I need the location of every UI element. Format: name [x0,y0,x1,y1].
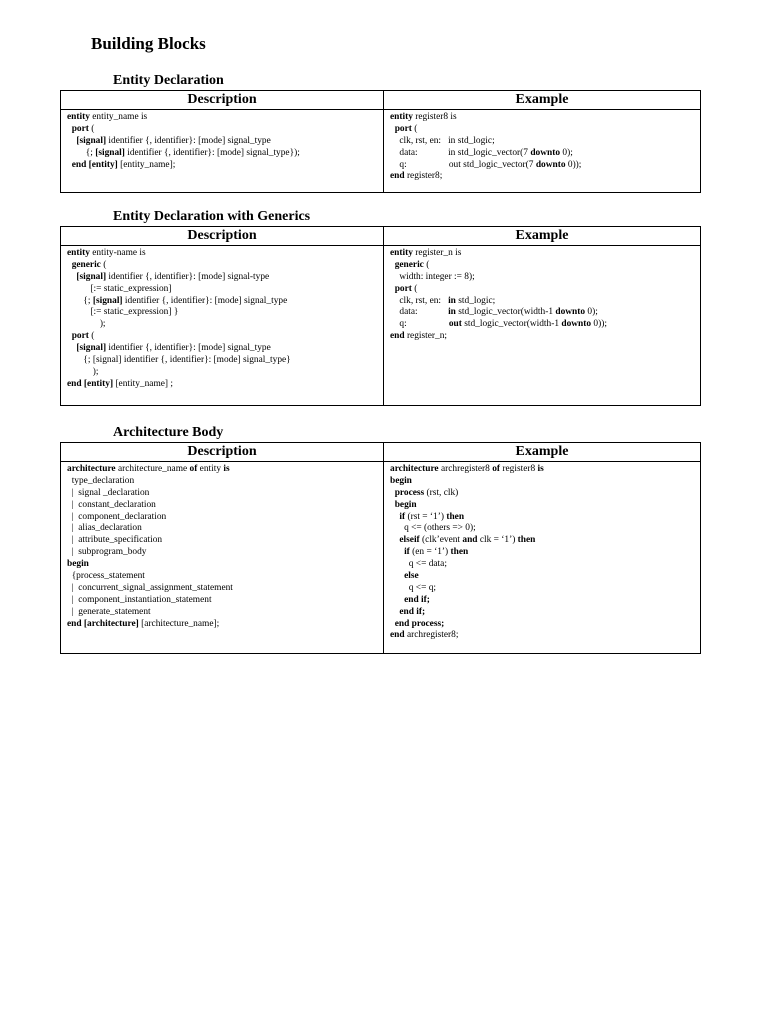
code-line [390,248,694,260]
keyword-text: end [entity] [71,159,118,170]
code-line [67,284,377,296]
keyword-text: else [404,571,419,582]
code-text: identifier {, identifier}: [mode] signal-type [106,271,270,282]
keyword-text: end [entity] [67,378,114,389]
keyword-text: end [390,331,405,342]
code-line [67,124,377,136]
code-line [390,331,694,343]
code-text: 0)); [565,159,582,170]
keyword-text: out [448,319,462,330]
code-line [67,355,377,367]
code-line [390,535,694,547]
entity-generics-table [60,226,701,406]
code-text: ( [88,331,95,342]
code-line [67,148,377,160]
keyword-text: end if; [399,606,426,617]
keyword-text: generic [71,259,101,270]
code-text: archregister8; [404,630,459,641]
keyword-text: of [492,464,501,474]
code-line [67,595,377,607]
code-text: entity [197,464,224,474]
code-line [67,607,377,619]
code-text: | generate_statement [67,606,151,617]
code-text: | concurrent_signal_assignment_statement [67,582,233,593]
code-line [67,367,377,379]
code-line [67,296,377,308]
code-text: 0); [585,307,598,318]
code-text: | constant_declaration [67,499,156,510]
keyword-text: end [390,171,405,182]
keyword-text: [signal] [92,295,123,306]
code-text: clk = ‘1’) [477,535,518,546]
description-cell [61,462,384,654]
code-line [67,307,377,319]
keyword-text: is [223,464,230,474]
code-text: ); [67,366,99,377]
code-line [390,260,694,272]
keyword-text: in [448,295,456,306]
keyword-text: architecture [67,464,116,474]
keyword-text: entity [390,112,413,122]
code-line [67,331,377,343]
keyword-text: then [450,547,469,558]
keyword-text: end [390,630,405,641]
keyword-text: architecture [390,464,439,474]
keyword-text: and [462,535,478,546]
keyword-text: process [394,487,425,498]
description-cell [61,246,384,406]
keyword-text: begin [394,499,417,510]
keyword-text: downto [561,319,592,330]
code-text: identifier {, identifier}: [mode] signal_type [106,343,271,354]
example-header: Example [384,443,701,462]
code-text: entity-name is [89,248,146,258]
page-title: Building Blocks [91,34,206,53]
code-line [390,160,694,172]
keyword-text: then [446,511,465,522]
code-line [390,559,694,571]
example-header: Example [384,227,701,246]
code-text: {; [67,147,96,158]
entity-declaration-table [60,90,701,193]
code-text: std_logic; [455,295,496,306]
keyword-text: port [71,331,89,342]
code-text: identifier {, identifier}: [mode] signal_type}); [124,147,300,158]
code-line [390,272,694,284]
code-text [390,571,404,581]
example-cell [384,246,701,406]
code-line [390,319,694,331]
code-text: | component_declaration [67,511,167,522]
description-header: Description [61,443,384,462]
code-text: clk, rst, en: in std_logic; [390,135,495,146]
code-text: [entity_name]; [117,159,176,170]
code-text: ( [423,259,430,270]
keyword-text: in [448,307,456,318]
keyword-text: [signal] [76,271,107,282]
code-text: register_n; [404,331,448,342]
code-text: q: [390,319,449,330]
code-text: register8; [404,171,443,182]
code-text: {process_statement [67,571,145,582]
table-row [61,462,701,654]
code-text: archregister8 [438,464,493,474]
code-line [390,488,694,500]
code-text [67,136,76,146]
code-line [67,488,377,500]
table-row [61,110,701,193]
code-text: (clk’event [419,535,463,546]
code-line [390,523,694,535]
code-line [390,630,694,642]
keyword-text: begin [390,475,412,486]
description-cell [61,110,384,193]
code-text: data: in std_logic_vector(7 [390,147,531,158]
keyword-text: is [537,464,544,474]
keyword-text: downto [530,147,561,158]
keyword-text: port [71,123,89,134]
code-line [390,476,694,488]
code-line [390,512,694,524]
code-line [67,379,377,391]
code-text: (en = ‘1’) [409,547,451,558]
code-line [390,464,694,476]
keyword-text: entity [390,248,413,258]
keyword-text: port [394,123,412,134]
keyword-text: then [517,535,536,546]
description-header: Description [61,227,384,246]
keyword-text: [signal] [95,147,125,158]
code-text: | alias_declaration [67,523,142,534]
keyword-text: end if; [404,594,430,605]
code-line [67,343,377,355]
code-text: q: out std_logic_vector(7 [390,159,536,170]
code-text [390,607,399,617]
code-text [390,595,404,605]
keyword-text: [signal] [76,343,107,354]
code-text: 0)); [591,319,607,330]
code-text: std_logic_vector(width-1 [455,307,556,318]
code-text: [architecture_name]; [138,618,220,629]
code-line [67,619,377,631]
code-text [390,547,404,557]
section-title-entity-declaration: Entity Declaration [113,73,224,88]
code-line [67,319,377,331]
keyword-text: [signal] [76,135,107,146]
code-text: | attribute_specification [67,535,163,546]
code-text: [:= static_expression] } [67,307,179,318]
code-text: register_n is [412,248,462,258]
code-text: q <= q; [390,582,436,593]
code-text: data: [390,307,449,318]
code-text: {; [signal] identifier {, identifier}: [mode] signal_type} [67,355,291,366]
section-title-entity-declaration-with-generics: Entity Declaration with Generics [113,209,311,224]
code-line [67,583,377,595]
code-text: width: integer := 8); [390,271,475,282]
code-text: | subprogram_body [67,547,147,558]
code-text: {; [67,295,93,306]
code-line [390,296,694,308]
code-text: ( [411,283,418,294]
code-line [67,136,377,148]
code-line [67,571,377,583]
code-text: ( [411,123,418,134]
section-title-architecture-body: Architecture Body [113,425,224,440]
keyword-text: port [394,283,412,294]
keyword-text: if [399,511,406,522]
example-header: Example [384,91,701,110]
code-text: | component_instantiation_statement [67,594,212,605]
code-line [390,547,694,559]
code-text [67,272,76,282]
code-text: register8 is [412,112,457,122]
code-text: 0); [560,147,573,158]
code-line [390,571,694,583]
keyword-text: downto [555,307,586,318]
code-text: entity_name is [89,112,148,122]
code-text: ( [88,123,95,134]
code-text [390,512,399,522]
code-text: (rst = ‘1’) [405,511,447,522]
code-text: identifier {, identifier}: [mode] signal_type [106,135,271,146]
keyword-text: end [architecture] [67,618,139,629]
code-text: ( [100,259,107,270]
keyword-text: of [189,464,198,474]
code-line [67,112,377,124]
code-line [67,500,377,512]
code-line [67,535,377,547]
code-text: identifier {, identifier}: [mode] signal_type [122,295,288,306]
example-cell [384,462,701,654]
keyword-text: elseif [399,535,420,546]
code-line [67,248,377,260]
code-line [390,307,694,319]
code-text: ); [67,319,106,330]
description-header: Description [61,91,384,110]
code-line [67,272,377,284]
keyword-text: entity [67,112,90,122]
code-text: std_logic_vector(width-1 [461,319,562,330]
code-line [390,136,694,148]
keyword-text: if [404,547,410,558]
code-line [67,260,377,272]
table-row [61,246,701,406]
code-text: [entity_name] ; [113,378,173,389]
code-text [390,535,399,545]
code-line [390,171,694,183]
code-line [390,583,694,595]
keyword-text: generic [394,259,424,270]
code-line [67,464,377,476]
code-line [67,476,377,488]
code-line [390,112,694,124]
code-text: architecture_name [115,464,190,474]
code-text: q <= (others => 0); [390,523,476,534]
code-text: (rst, clk) [424,487,459,498]
keyword-text: entity [67,248,90,258]
table-header-row [61,227,701,246]
architecture-body-table [60,442,701,654]
code-line [67,523,377,535]
code-text: clk, rst, en: [390,295,449,306]
code-text: | signal _declaration [67,487,150,498]
code-line [67,559,377,571]
code-text: [:= static_expression] [67,283,172,294]
keyword-text: begin [67,559,89,570]
code-text: type_declaration [67,475,135,486]
code-text [67,343,76,353]
code-line [67,547,377,559]
code-line [67,512,377,524]
table-header-row [61,443,701,462]
example-cell [384,110,701,193]
code-line [390,284,694,296]
code-text: q <= data; [390,559,447,570]
code-text: register8 [500,464,538,474]
code-line [390,607,694,619]
keyword-text: end process; [394,618,445,629]
keyword-text: downto [535,159,566,170]
code-line [390,619,694,631]
code-line [390,148,694,160]
code-line [390,124,694,136]
code-line [390,595,694,607]
code-line [390,500,694,512]
code-line [67,160,377,172]
table-header-row [61,91,701,110]
